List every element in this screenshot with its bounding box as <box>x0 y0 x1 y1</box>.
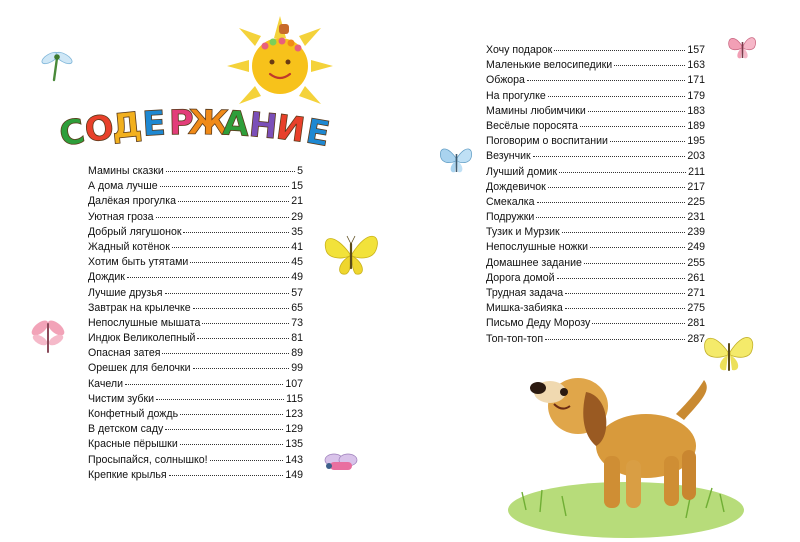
toc-dot-leader <box>557 268 686 279</box>
toc-dot-leader <box>580 116 685 127</box>
toc-dot-leader <box>610 131 685 142</box>
toc-entry-page: 217 <box>687 180 705 193</box>
heading-letter: Е <box>302 111 333 155</box>
toc-dot-leader <box>537 192 686 203</box>
toc-entry-title: Качели <box>88 377 123 390</box>
toc-entry-title: Орешек для белочки <box>88 362 191 375</box>
toc-dot-leader <box>588 101 685 112</box>
toc-dot-leader <box>165 283 290 294</box>
toc-dot-leader <box>562 222 686 233</box>
toc-entry-page: 115 <box>286 392 303 405</box>
toc-entry-title: Мамины любимчики <box>486 104 586 117</box>
heading-letters <box>56 100 333 160</box>
toc-entry-title: Далёкая прогулка <box>88 195 176 208</box>
toc-entry-title: Везунчик <box>486 150 531 163</box>
toc-entry-title: Мишка-забияка <box>486 302 563 315</box>
toc-entry-title: Крепкие крылья <box>88 468 167 481</box>
toc-entry-page: 123 <box>285 408 303 420</box>
toc-entry <box>88 467 303 482</box>
butterfly-yellow-icon <box>320 226 382 284</box>
toc-entry-page: 189 <box>687 119 705 132</box>
toc-entry-title: Завтрак на крылечке <box>88 301 191 314</box>
puppy-illustration <box>506 360 746 542</box>
toc-entry-title: Дождевичок <box>486 180 546 193</box>
toc-dot-leader <box>190 252 289 263</box>
toc-entry-page: 163 <box>687 59 705 72</box>
butterfly-pink-icon <box>726 32 758 62</box>
toc-entry-page: 261 <box>687 271 705 284</box>
toc-entry-page: 49 <box>291 271 303 284</box>
toc-entry-page: 183 <box>687 104 705 117</box>
toc-entry-page: 99 <box>291 362 303 375</box>
toc-dot-leader <box>125 374 283 385</box>
toc-entry-page: 89 <box>291 347 303 360</box>
toc-entry-title: Жадный котёнок <box>88 240 170 253</box>
toc-entry-page: 135 <box>285 438 303 451</box>
heading-letter: А <box>221 103 251 145</box>
toc-dot-leader <box>183 222 289 233</box>
toc-entry-title: Непослушные мышата <box>88 316 201 329</box>
beetle-icon <box>322 448 360 478</box>
toc-entry-page: 211 <box>688 165 705 178</box>
toc-entry-title: Лучшие друзья <box>88 286 163 299</box>
toc-dot-leader <box>162 343 289 354</box>
toc-entry-page: 179 <box>687 89 705 102</box>
toc-entry-title: Домашнее задание <box>486 256 582 269</box>
toc-entry-title: Маленькие велосипедики <box>486 59 613 72</box>
toc-dot-leader <box>590 237 685 248</box>
toc-entry-page: 203 <box>687 150 705 163</box>
toc-dot-leader <box>545 329 685 340</box>
toc-entry-page: 287 <box>687 332 705 345</box>
toc-entry-page: 281 <box>687 317 705 330</box>
toc-entry-title: На прогулке <box>486 89 546 102</box>
toc-entry-title: Подружки <box>486 211 535 224</box>
toc-entry-page: 157 <box>687 44 705 56</box>
toc-dot-leader <box>127 267 289 278</box>
toc-entry-page: 57 <box>291 286 303 299</box>
toc-dot-leader <box>180 404 283 415</box>
toc-entry-title: Трудная задача <box>486 287 564 299</box>
toc-dot-leader <box>592 313 685 324</box>
toc-entry-page: 275 <box>687 302 705 315</box>
toc-dot-leader <box>165 419 283 430</box>
toc-entry-page: 143 <box>285 453 303 466</box>
toc-list-right <box>486 42 705 346</box>
toc-dot-leader <box>536 207 685 218</box>
toc-dot-leader <box>193 358 290 369</box>
toc-entry-page: 195 <box>687 135 705 148</box>
toc-entry-title: Смекалка <box>486 195 535 208</box>
toc-dot-leader <box>193 298 290 309</box>
toc-entry-page: 231 <box>687 211 705 224</box>
toc-entry-title: Топ-топ-топ <box>486 332 544 345</box>
toc-entry-title: Дорога домой <box>486 271 555 284</box>
toc-entry-title: Красные пёрышки <box>88 438 178 451</box>
toc-entry-title: Просыпайся, солнышко! <box>88 453 208 466</box>
heading-letter: Ж <box>187 102 230 144</box>
toc-entry-title: Опасная затея <box>88 347 161 360</box>
toc-dot-leader <box>554 40 685 51</box>
toc-entry-title: Индюк Великолепный <box>88 332 196 345</box>
heading-letter: Н <box>247 104 280 148</box>
toc-dot-leader <box>210 450 284 461</box>
toc-entry <box>486 331 705 346</box>
toc-entry-title: Дождик <box>88 271 125 284</box>
heading-letter: О <box>82 107 117 151</box>
toc-dot-leader <box>169 465 284 476</box>
toc-entry-page: 21 <box>291 195 303 208</box>
butterfly-blue-icon <box>438 142 474 176</box>
toc-entry-page: 239 <box>687 226 705 239</box>
toc-entry-title: Добрый лягушонок <box>88 225 182 238</box>
toc-entry-title: В детском саду <box>88 423 164 436</box>
contents-heading <box>56 22 333 162</box>
toc-entry-page: 129 <box>285 423 303 436</box>
toc-entry-title: Хочу подарок <box>486 44 553 56</box>
heading-letter: Е <box>141 103 167 145</box>
toc-dot-leader <box>565 298 686 309</box>
toc-entry-title: Мамины сказки <box>88 165 164 177</box>
toc-entry-title: Непослушные ножки <box>486 241 589 254</box>
toc-entry-title: Хотим быть утятами <box>88 256 189 269</box>
toc-dot-leader <box>584 253 685 264</box>
toc-entry-page: 81 <box>291 332 303 345</box>
toc-entry-page: 225 <box>687 195 705 208</box>
toc-entry-title: Обжора <box>486 74 525 87</box>
heading-letter: С <box>56 111 88 156</box>
toc-dot-leader <box>156 207 290 218</box>
toc-dot-leader <box>156 389 284 400</box>
toc-entry-page: 65 <box>291 301 303 314</box>
toc-entry-title: Весёлые поросята <box>486 119 578 132</box>
toc-dot-leader <box>172 237 289 248</box>
toc-dot-leader <box>533 146 686 157</box>
right-page <box>400 0 800 542</box>
toc-entry-page: 41 <box>291 240 303 253</box>
toc-entry-page: 73 <box>291 316 303 329</box>
toc-entry-title: Чистим зубки <box>88 392 155 405</box>
toc-dot-leader <box>614 55 685 66</box>
toc-dot-leader <box>166 161 295 172</box>
toc-entry-title: Письмо Деду Морозу <box>486 317 591 330</box>
toc-dot-leader <box>548 177 685 188</box>
toc-dot-leader <box>197 328 289 339</box>
toc-entry-title: Поговорим о воспитании <box>486 135 608 148</box>
toc-list-left <box>88 163 303 482</box>
toc-entry-page: 15 <box>291 180 303 193</box>
toc-entry-title: Конфетный дождь <box>88 408 179 420</box>
toc-entry-page: 107 <box>285 377 303 390</box>
toc-entry-page: 171 <box>687 74 705 87</box>
toc-dot-leader <box>527 70 685 81</box>
toc-entry-page: 35 <box>291 225 303 238</box>
heading-letter: И <box>273 107 308 151</box>
toc-entry-page: 45 <box>291 256 303 269</box>
toc-entry-page: 29 <box>291 210 303 223</box>
toc-dot-leader <box>178 191 289 202</box>
toc-dot-leader <box>160 176 290 187</box>
heading-letter: Р <box>168 102 195 144</box>
heading-letter: Д <box>109 104 144 148</box>
toc-dot-leader <box>559 162 686 173</box>
toc-entry-page: 255 <box>687 256 705 269</box>
toc-dot-leader <box>202 313 289 324</box>
toc-entry-title: Уютная гроза <box>88 210 154 223</box>
toc-entry-title: А дома лучше <box>88 180 158 193</box>
toc-entry-page: 5 <box>297 165 303 177</box>
toc-dot-leader <box>548 86 686 97</box>
toc-entry-page: 271 <box>687 287 705 299</box>
toc-entry-title: Тузик и Мурзик <box>486 226 560 239</box>
toc-dot-leader <box>565 283 685 294</box>
toc-dot-leader <box>180 434 284 445</box>
toc-entry-page: 149 <box>285 468 303 481</box>
toc-entry-page: 249 <box>687 241 705 254</box>
toc-entry-title: Лучший домик <box>486 165 558 178</box>
butterfly-pink-icon <box>28 316 68 356</box>
